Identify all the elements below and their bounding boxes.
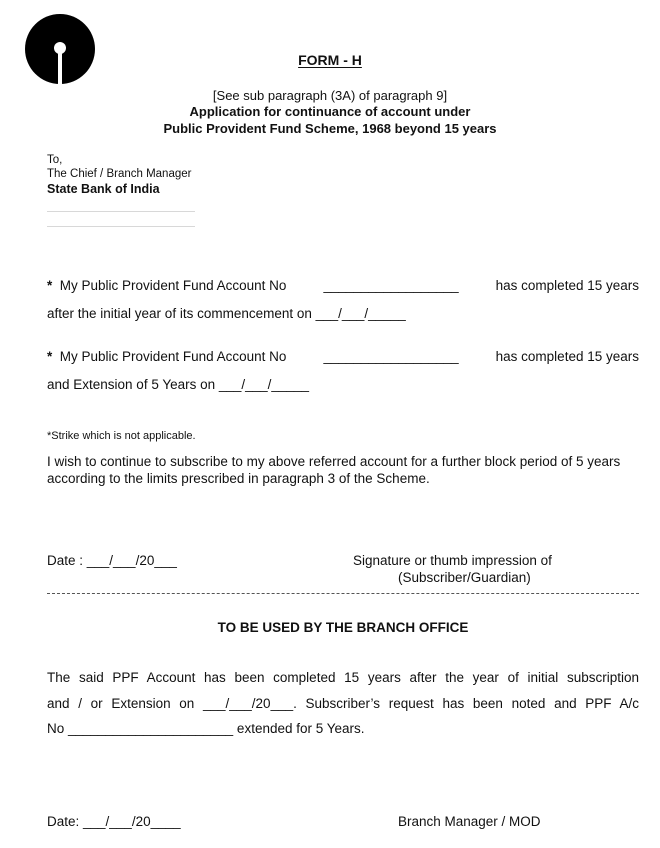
option2-line1	[47, 349, 639, 364]
option1-text: My Public Provident Fund Account No	[59, 278, 287, 293]
asterisk: *	[47, 349, 53, 364]
option2-account-blank[interactable]: __________________	[323, 349, 459, 364]
application-title-line1: Application for continuance of account under	[189, 104, 471, 119]
addressee-designation: The Chief / Branch Manager	[47, 168, 192, 180]
asterisk: *	[47, 278, 53, 293]
addressee-bank: State Bank of India	[47, 182, 160, 196]
section-divider	[47, 593, 639, 594]
branch-line1: The said PPF Account has been completed 15 years after the year of initial subscription	[47, 670, 639, 685]
option1-text-right: has completed 15 years	[495, 278, 639, 293]
option1-line1	[47, 278, 639, 293]
branch-signatory: Branch Manager / MOD	[398, 814, 541, 829]
branch-line2[interactable]: and / or Extension on ___/___/20___. Subscriber’s request has been noted and PPF A/c	[47, 696, 639, 711]
option2-text-right: has completed 15 years	[495, 349, 639, 364]
strike-note: *Strike which is not applicable.	[47, 430, 196, 442]
branch-date-field[interactable]: Date: ___/___/20____	[47, 814, 181, 829]
branch-section-title: TO BE USED BY THE BRANCH OFFICE	[217, 620, 469, 635]
option1-line2[interactable]: after the initial year of its commencement on ___/___/_____	[47, 306, 406, 321]
address-blank-line[interactable]	[47, 211, 195, 212]
form-title: FORM - H	[298, 52, 362, 68]
sub-reference: [See sub paragraph (3A) of paragraph 9]	[212, 88, 448, 103]
option1-account-blank[interactable]: __________________	[323, 278, 459, 293]
addressee-to: To,	[47, 154, 63, 166]
signature-role: (Subscriber/Guardian)	[398, 570, 531, 585]
sbi-keyhole-logo-icon	[24, 12, 96, 84]
branch-line3[interactable]: No ______________________ extended for 5 Years.	[47, 721, 365, 736]
option2-text: My Public Provident Fund Account No	[59, 349, 287, 364]
signature-label: Signature or thumb impression of	[353, 553, 552, 568]
option2-line2[interactable]: and Extension of 5 Years on ___/___/_____	[47, 377, 309, 392]
declaration-text: I wish to continue to subscribe to my above referred account for a further block period of 5 years according to the limits prescribed in paragraph 3 of the Scheme.	[47, 454, 621, 486]
subscriber-date-field[interactable]: Date : ___/___/20___	[47, 553, 177, 568]
application-title-line2: Public Provident Fund Scheme, 1968 beyond 15 years	[163, 121, 497, 136]
address-blank-line[interactable]	[47, 226, 195, 227]
